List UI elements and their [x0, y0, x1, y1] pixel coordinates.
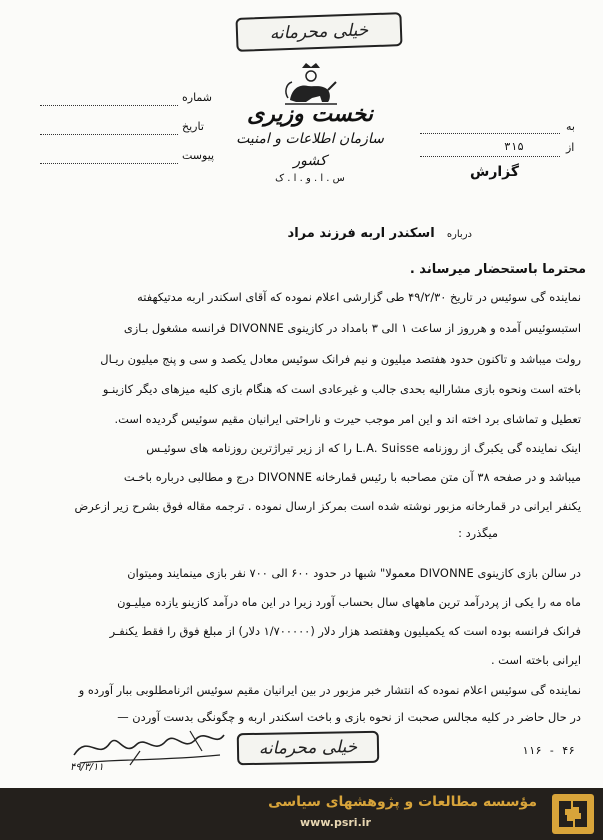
body-line: در حال حاضر در کلیه مجالس صحبت از نحوه بازی و باخت اسکندر اربه و چگونگی بدست آوردن — — [117, 710, 581, 724]
report-heading: گزارش — [470, 164, 520, 180]
body-line: تعطیل و تماشای برد اخته اند و این امر موجب حیرت و ناراحتی ایرانیان مقیم سوئیس گردیده است. — [114, 412, 581, 426]
from-label: از — [566, 141, 575, 154]
letterhead-abbreviation: س . ا . و . ا . ک — [275, 173, 345, 184]
body-line: رولت میباشد و تاکنون حدود هفتصد میلیون و نیم فرانک سوئیس معادل یکصد و سی و پنج میلیون ریـال — [100, 352, 581, 366]
subject-label: درباره — [446, 229, 472, 240]
body-line: ایرانی باخته است . — [490, 653, 581, 667]
signature-date: ۴۹/۳/۱۱ — [70, 762, 104, 773]
date-label: تاریخ — [182, 120, 204, 133]
confidential-stamp-top: خیلی محرمانه — [235, 12, 402, 52]
body-line: فرانک فرانسه بوده است که یکمیلیون وهفتصد هزار دلار (۱/۷۰۰۰۰۰ دلار) از مبلغ فوق را فقط یکنفـر — [109, 624, 581, 638]
number-label: شماره — [182, 91, 213, 104]
from-line — [420, 155, 560, 157]
subject-value: اسکندر اربه فرزند مراد — [287, 226, 435, 241]
confidential-stamp-bottom: خیلی محرمانه — [237, 731, 380, 765]
body-line: استبسوئیس آمده و هرروز از ساعت ۱ الی ۳ بامداد در کازینوی DIVONNE فرانسه مشغول بـازی — [123, 321, 581, 335]
body-line: نماینده گی سوئیس در تاریخ ۴۹/۲/۳۰ طی گزارشی اعلام نموده که آقای اسکندر اربه مدتیکهفته — [137, 290, 581, 304]
letterhead-organization: سازمان اطلاعات و امنیت کشور — [236, 131, 384, 169]
to-label: به — [566, 120, 575, 133]
subject-line — [250, 226, 472, 241]
letterhead — [220, 100, 400, 186]
attachment-label: پیوست — [182, 149, 215, 162]
footer-title: مؤسسه مطالعات و پژوهشهای سیاسی — [268, 794, 537, 810]
attachment-line — [40, 162, 178, 164]
date-line — [40, 133, 178, 135]
body-line: میگذرد : — [458, 526, 498, 540]
salutation: محترما باستحضار میرساند . — [409, 262, 586, 277]
body-line: نماینده گی سوئیس اعلام نموده که انتشار خبر مزبور در بین ایرانیان مقیم سوئیس اثرنامطلوبی ببار آورده و — [78, 683, 581, 697]
body-line: ماه مه را یکی از پردرآمد ترین ماههای سال بحساب آورد زیرا در این ماه درآمد کازینو یازده میلیـون — [117, 595, 581, 609]
body-line: اینک نماینده گی یکبرگ از روزنامه L.A. Suisse را که از زیر تیراژترین روزنامه های سوئیـس — [146, 441, 581, 455]
number-line — [40, 104, 178, 106]
to-line — [420, 132, 560, 134]
footer-url[interactable]: www.psri.ir — [300, 816, 371, 829]
reference-number: ۱۱۶ - ۴۶ — [522, 744, 575, 757]
psri-logo-icon — [551, 793, 595, 835]
letterhead-title: نخست وزیری — [247, 101, 373, 127]
body-line: باخته است ونحوه بازی مشارالیه بحدی جالب و غیرعادی است که هنگام بازی کلیه میزهای دیگر کازینـو — [102, 382, 581, 396]
body-line: میباشد و در صفحه ۳۸ آن متن مصاحبه با رئیس قمارخانه DIVONNE درج و مطالبی درباره باخـت — [123, 470, 581, 484]
body-line: در سالن بازی کازینوی DIVONNE معمولا" شبها در حدود ۶۰۰ الی ۷۰۰ نفر بازی مینمایند ومیتوان — [127, 566, 581, 580]
from-value: ۳۱۵ — [504, 140, 524, 153]
body-line: یکنفر ایرانی در قمارخانه مزبور نوشته شده است بمرکز ارسال نموده . ترجمه مقاله فوق بشرح زیر ازعرض — [74, 499, 581, 513]
